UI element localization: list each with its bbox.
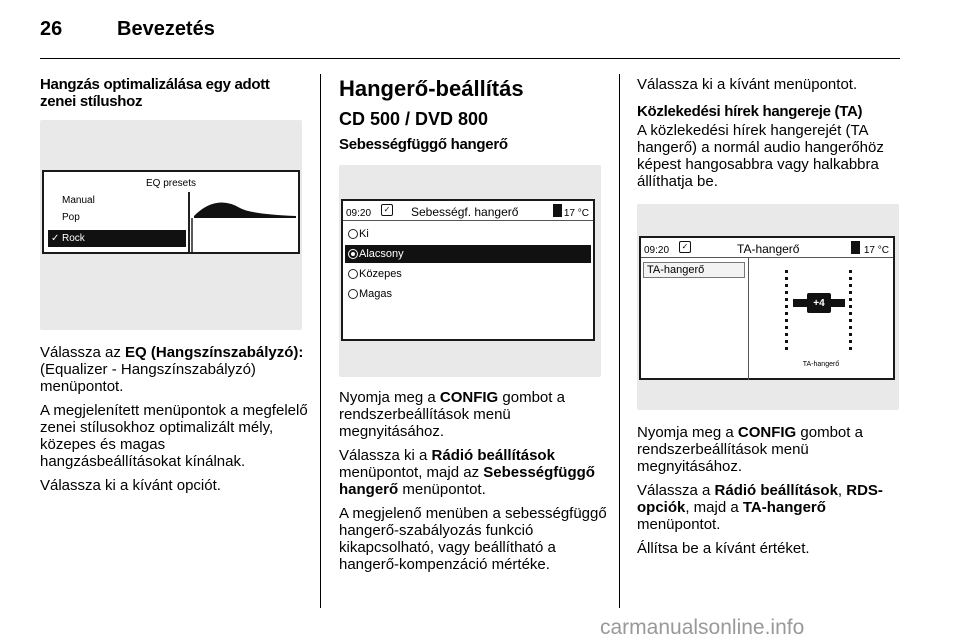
clock-icon: ✓ <box>381 204 393 216</box>
col1-para-3: Válassza ki a kívánt opciót. <box>40 477 221 494</box>
radio-selected-icon <box>348 249 358 259</box>
temperature: 17 °C <box>863 245 889 256</box>
col3-subheading: Közlekedési hírek hangereje (TA) <box>637 103 863 120</box>
header-rule <box>40 58 900 59</box>
col1-heading: Hangzás optimalizálása egy adott zenei stílushoz <box>40 76 270 110</box>
eq-preset-list <box>48 192 186 252</box>
eq-item-pop[interactable]: Pop <box>62 212 80 223</box>
config-button-name: CONFIG <box>439 389 499 406</box>
clock-time: 09:20 <box>644 245 670 256</box>
option-magas[interactable]: Magas <box>345 285 591 303</box>
col2-para-3: A megjelenő menüben a sebességfüggő hangerő-szabályozás funkció kikapcsolható, vagy beállítható a hangerő-kompenzáció mértéke. <box>339 505 607 573</box>
ta-volume-screen <box>639 236 895 380</box>
screen-title: TA-hangerő <box>737 242 800 256</box>
screen-title: Sebességf. hangerő <box>411 205 519 219</box>
column-1 <box>40 76 308 501</box>
col2-subsubheading: Sebességfüggő hangerő <box>339 136 508 153</box>
option-alacsony[interactable]: Alacsony <box>345 245 591 263</box>
col3-para-4: Állítsa be a kívánt értéket. <box>637 540 810 557</box>
col3-para-1: A közlekedési hírek hangerejét (TA hangerő) a normál audio hangerőhöz képest hangosabbra vagy halkabbra állíthatja be. <box>637 122 884 190</box>
section-title: Bevezetés <box>117 18 215 40</box>
radio-icon <box>348 289 358 299</box>
col3-para-2: Nyomja meg a CONFIG gombot a rendszerbeállítások menü megnyitásához. <box>637 424 863 475</box>
thermometer-icon <box>851 241 860 254</box>
eq-item-rock[interactable] <box>48 230 186 247</box>
ta-slider-caption: TA-hangerő <box>802 361 840 368</box>
col2-para-2: Válassza ki a Rádió beállítások menüpontot, majd az Sebességfüggő hangerő menüpontot. <box>339 447 595 498</box>
col3-para-0: Válassza ki a kívánt menüpontot. <box>637 76 858 93</box>
ta-left-panel <box>641 258 749 380</box>
watermark: carmanualsonline.info <box>600 616 805 639</box>
ta-volume-figure <box>637 204 899 410</box>
option-kozepes[interactable]: Közepes <box>345 265 591 283</box>
config-button-name: CONFIG <box>737 424 797 441</box>
eq-screen-title: EQ presets <box>145 178 197 189</box>
screen-status-bar <box>343 201 593 221</box>
screen-status-bar <box>641 238 893 258</box>
col2-heading: Hangerő-beállítás <box>339 76 524 101</box>
col2-para-1: Nyomja meg a CONFIG gombot a rendszerbeállítások menü megnyitásához. <box>339 389 565 440</box>
column-divider-1 <box>320 74 321 608</box>
thermometer-icon <box>553 204 562 217</box>
speed-volume-figure <box>339 165 601 377</box>
temperature: 17 °C <box>563 208 589 219</box>
speed-volume-screen <box>341 199 595 341</box>
eq-presets-screen <box>42 170 300 254</box>
col1-para-1: Válassza az EQ (Hangszínszabályzó): (Equalizer - Hangszínszabályzó) menüpontot. <box>40 344 304 395</box>
eq-presets-figure <box>40 120 302 330</box>
eq-curve-icon <box>190 192 296 252</box>
col1-para-2: A megjelenített menüpontok a megfelelő zenei stílusokhoz optimalizált mély, közepes és magas hangzásbeállításokat kínálnak. <box>40 402 308 470</box>
page-header <box>40 14 920 50</box>
radio-icon <box>348 229 358 239</box>
col3-para-3: Válassza a Rádió beállítások, RDS-opciók, majd a TA-hangerő menüpontot. <box>637 482 883 533</box>
page-number: 26 <box>40 18 63 40</box>
clock-time: 09:20 <box>346 208 372 219</box>
eq-item-rock-label: Rock <box>62 233 85 244</box>
column-divider-2 <box>619 74 620 608</box>
option-ki[interactable]: Ki <box>345 225 591 243</box>
column-3 <box>637 76 907 564</box>
clock-icon: ✓ <box>679 241 691 253</box>
check-icon: ✓ <box>51 233 60 244</box>
radio-icon <box>348 269 358 279</box>
eq-item-manual[interactable]: Manual <box>62 195 95 206</box>
column-2 <box>339 76 607 580</box>
eq-menu-name: EQ (Hangszínszabályzó): <box>125 344 304 361</box>
ta-volume-value: +4 <box>813 298 825 309</box>
ta-menu-item[interactable]: TA-hangerő <box>643 262 745 278</box>
eq-curve-graph <box>188 192 296 252</box>
col2-subheading: CD 500 / DVD 800 <box>339 109 489 129</box>
